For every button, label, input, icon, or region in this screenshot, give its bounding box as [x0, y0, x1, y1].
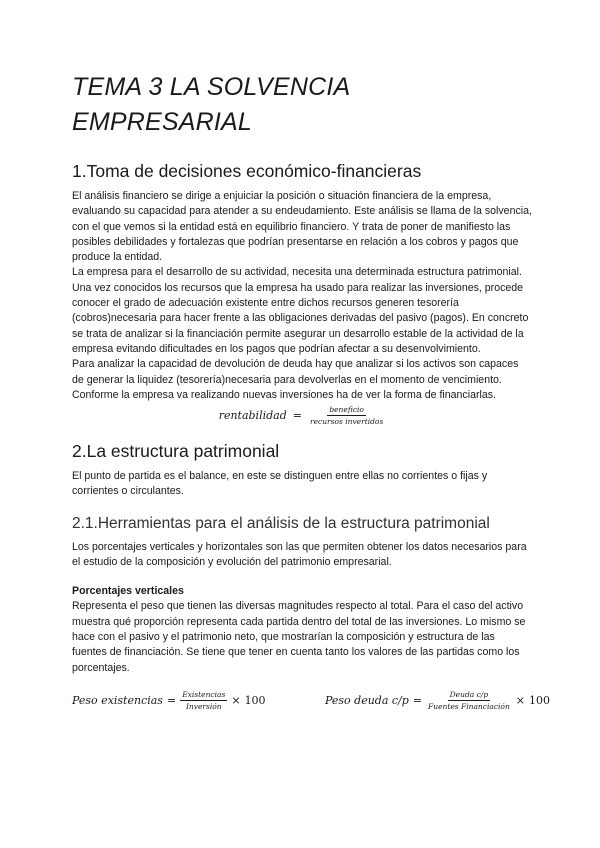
formula-denominator: Fuentes Financiación: [428, 701, 510, 711]
formula-times: ×: [231, 693, 241, 707]
section-2-1-paragraph-1: Los porcentajes verticales y horizontales son las que permiten obtener los datos necesarios para el estudio de la composición y evolución del patrimonio empresarial.: [72, 540, 527, 569]
formula-factor: 100: [244, 693, 266, 707]
formula-denominator: recursos invertidos: [309, 417, 384, 427]
section-2-heading: 2.La estructura patrimonial: [72, 441, 280, 462]
formula-lhs: Peso existencias: [72, 693, 163, 707]
title-line-2: EMPRESARIAL: [72, 108, 253, 136]
section-2-1-heading: 2.1.Herramientas para el análisis de la estructura patrimonial: [72, 514, 490, 532]
formula-equals: =: [412, 693, 423, 707]
section-1-heading: 1.Toma de decisiones económico-financieras: [72, 161, 422, 181]
peso-existencias-formula: [72, 690, 266, 711]
section-1-paragraph-1: El análisis financiero se dirige a enjuiciar la posición o situación financiera de la empresa, evaluando su capacidad para atender a su endeudamiento. Este análisis se llama de la solvencia, con el que vemos si la entidad está en equilibrio financiero. Y trata de poner de manifiesto las posibles debilidades y fortalezas que podrían presentarse en relación a los cobros y pagos que produce la entidad.: [72, 190, 532, 264]
document-page: [72, 70, 550, 711]
formula-fraction: [180, 690, 227, 711]
rentabilidad-formula: [72, 405, 532, 426]
formula-equals: =: [292, 409, 302, 423]
peso-deuda-formula: [325, 690, 550, 711]
formula-denominator: Inversión: [185, 701, 222, 711]
section-2-paragraph-1: El punto de partida es el balance, en este se distinguen entre ellas no corrientes o fijas y corrientes o circulantes.: [72, 470, 488, 498]
formula-numerator: beneficio: [329, 405, 364, 415]
section-1-paragraph-4: Conforme la empresa va realizando nuevas inversiones ha de ver la forma de financiarlas.: [72, 388, 496, 401]
vertical-percentages-heading: Porcentajes verticales: [72, 585, 184, 598]
formula-factor: 100: [529, 693, 550, 707]
page-title: [72, 70, 532, 140]
formula-numerator: Existencias: [182, 689, 226, 699]
formula-fraction: [426, 690, 512, 711]
title-line-1: TEMA 3 LA SOLVENCIA: [72, 73, 351, 101]
weight-formulas-row: [72, 690, 550, 711]
formula-equals: =: [166, 693, 177, 707]
formula-times: ×: [515, 693, 525, 707]
formula-lhs: rentabilidad: [218, 409, 287, 423]
vertical-percentages-paragraph: Representa el peso que tienen las diversas magnitudes respecto al total. Para el caso del activo muestra qué proporción representa cada partida dentro del total de las inversiones. Lo mismo se hace con el pasivo y el patrimonio neto, que mostrarían la composición y estructura de las fuentes de financiación. Se tiene que tener en cuenta tanto los valores de las partidas como los porcentajes.: [72, 600, 526, 674]
section-1-paragraph-3: Para analizar la capacidad de devolución de deuda hay que analizar si los activos son capaces de generar la liquidez (tesorería)necesaria para devolverlas en el momento de vencimiento.: [72, 358, 519, 386]
formula-fraction: [308, 405, 385, 426]
formula-lhs: Peso deuda c/p: [324, 693, 409, 707]
formula-numerator: Deuda c/p: [449, 689, 489, 699]
section-1-paragraph-2: La empresa para el desarrollo de su actividad, necesita una determinada estructura patrimonial. Una vez conocidos los recursos que la empresa ha usado para realizar las inversiones, procede conocer el grado de adecuación existente entre dichos recursos generen tesorería (cobros)necesaria para hacer frente a las obligaciones derivadas del pasivo (pagos). En concreto se trata de analizar si la financiación permite asegurar un desarrollo estable de la actividad de la empresa evitando dificultades en los pagos que podrían afectar a su desenvolvimiento.: [72, 266, 529, 355]
